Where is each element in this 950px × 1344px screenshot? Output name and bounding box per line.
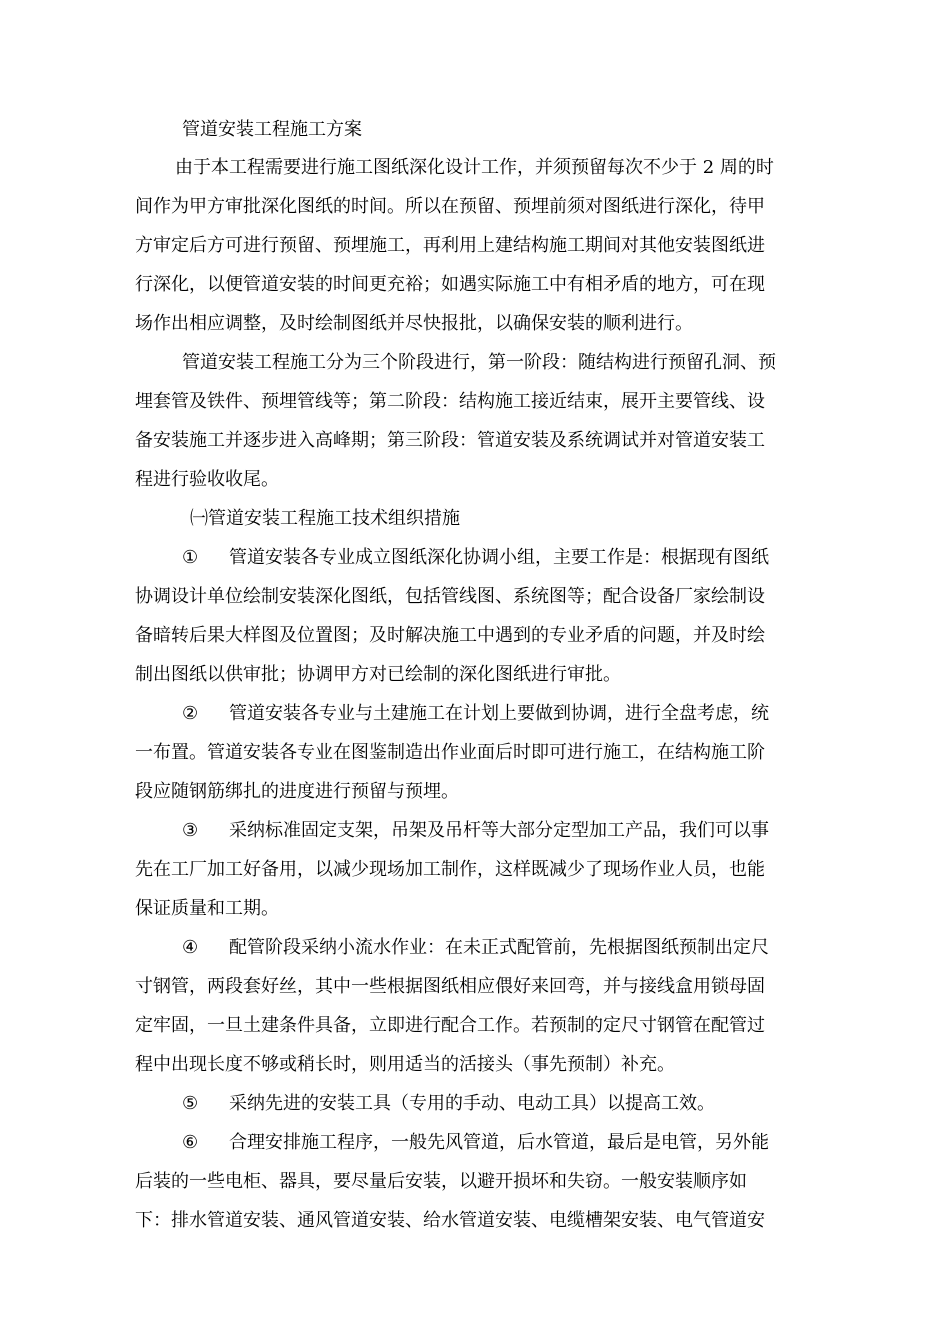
text-line: 后装的一些电柜、器具，要尽量后安装，以避开损坏和失窃。一般安装顺序如: [135, 1171, 747, 1192]
section-heading: ㈠管道安装工程施工技术组织措施: [190, 508, 460, 529]
text-line: 场作出相应调整，及时绘制图纸并尽快报批，以确保安装的顺利进行。: [135, 313, 693, 334]
text-line: 定牢固，一旦土建条件具备，立即进行配合工作。若预制的定尺寸钢管在配管过: [135, 1015, 765, 1036]
text-line: 保证质量和工期。: [135, 898, 279, 919]
text-line: 下：排水管道安装、通风管道安装、给水管道安装、电缆槽架安装、电气管道安: [135, 1210, 765, 1231]
item-marker: ②: [182, 703, 199, 724]
text-line: 埋套管及铁件、预埋管线等；第二阶段：结构施工接近结束，展开主要管线、设: [135, 391, 765, 412]
item-marker: ⑤: [182, 1093, 199, 1114]
text-line: 间作为甲方审批深化图纸的时间。所以在预留、预埋前须对图纸进行深化，待甲: [135, 196, 765, 217]
item-marker: ①: [182, 547, 199, 568]
text-line: 行深化，以便管道安装的时间更充裕；如遇实际施工中有相矛盾的地方，可在现: [135, 274, 765, 295]
text-line: 协调设计单位绘制安装深化图纸，包括管线图、系统图等；配合设备厂家绘制设: [135, 586, 765, 607]
item-marker: ⑥: [182, 1132, 199, 1153]
item-marker: ④: [182, 937, 199, 958]
text-line: 配管阶段采纳小流水作业：在未正式配管前，先根据图纸预制出定尺: [229, 937, 769, 958]
text-line: 段应随钢筋绑扎的进度进行预留与预埋。: [135, 781, 459, 802]
text-line: 采纳先进的安装工具（专用的手动、电动工具）以提高工效。: [229, 1093, 715, 1114]
text-line: 方审定后方可进行预留、预埋施工，再利用上建结构施工期间对其他安装图纸进: [135, 235, 765, 256]
text-line: 一布置。管道安装各专业在图鉴制造出作业面后时即可进行施工，在结构施工阶: [135, 742, 765, 763]
text-line: 制出图纸以供审批；协调甲方对已绘制的深化图纸进行审批。: [135, 664, 621, 685]
text-line: 管道安装工程施工分为三个阶段进行，第一阶段：随结构进行预留孔洞、预: [182, 352, 776, 373]
text-line: 程中出现长度不够或稍长时，则用适当的活接头（事先预制）补充。: [135, 1054, 675, 1075]
page-title: 管道安装工程施工方案: [182, 119, 362, 140]
text-line: 寸钢管，两段套好丝，其中一些根据图纸相应偎好来回弯，并与接线盒用锁母固: [135, 976, 765, 997]
text-line: 备安装施工并逐步进入高峰期；第三阶段：管道安装及系统调试并对管道安装工: [135, 430, 765, 451]
text-line: 先在工厂加工好备用，以减少现场加工制作，这样既减少了现场作业人员，也能: [135, 859, 765, 880]
item-marker: ③: [182, 820, 199, 841]
text-line: 管道安装各专业成立图纸深化协调小组，主要工作是：根据现有图纸: [229, 547, 769, 568]
text-line: 采纳标准固定支架，吊架及吊杆等大部分定型加工产品，我们可以事: [229, 820, 769, 841]
text-line: 管道安装各专业与土建施工在计划上要做到协调，进行全盘考虑，统: [229, 703, 769, 724]
text-line: 备暗转后果大样图及位置图；及时解决施工中遇到的专业矛盾的问题，并及时绘: [135, 625, 765, 646]
text-line: 由于本工程需要进行施工图纸深化设计工作，并须预留每次不少于 2 周的时: [175, 157, 774, 178]
text-line: 程进行验收收尾。: [135, 469, 279, 490]
text-line: 合理安排施工程序，一般先风管道，后水管道，最后是电管，另外能: [229, 1132, 769, 1153]
